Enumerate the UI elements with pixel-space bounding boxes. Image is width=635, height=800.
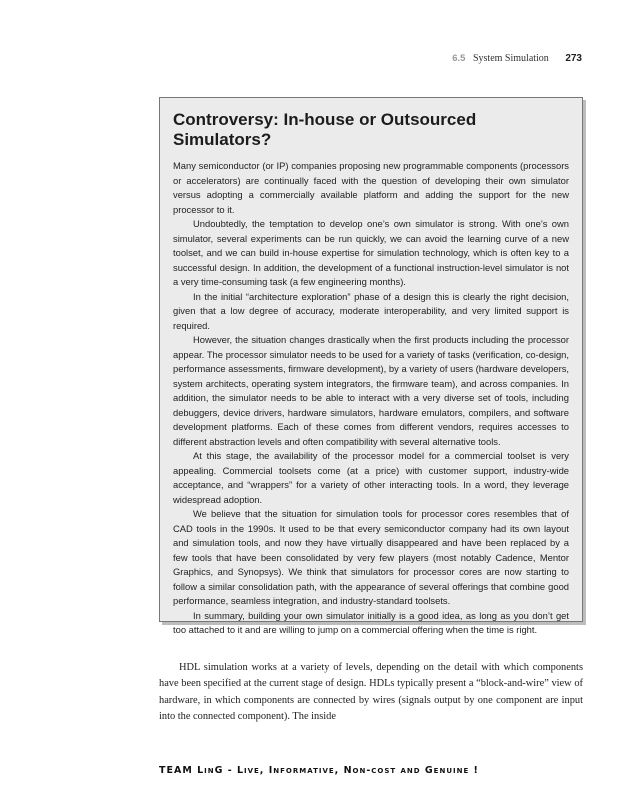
sidebar-paragraph: Many semiconductor (or IP) companies proposing new programmable components (processors or accelerators) are continually faced with the question of developing their own simulator versus adopting a commercially available platform and adding the support for the new processor to it. [173, 160, 569, 215]
sidebar-paragraph: Undoubtedly, the temptation to develop one’s own simulator is strong. With one’s own simulator, several experiments can be run quickly, we can avoid the learning curve of a new toolset, and we can build in-house expertise for simulation technology, which is often key to a successful design. In addition, the development of a functional instruction-level simulator is not a very time-consuming task (a few engineering months). [173, 218, 569, 287]
sidebar-title: Controversy: In-house or Outsourced Simulators? [173, 110, 477, 149]
footer-watermark: TEAM LinG - Live, Informative, Non-cost and Genuine ! [159, 765, 479, 776]
section-title: System Simulation [472, 53, 549, 64]
sidebar-paragraph: In summary, building your own simulator initially is a good idea, as long as you don’t get too attached to it and are willing to jump on a commercial offering when the time is right. [173, 609, 569, 635]
sidebar-paragraph: However, the situation changes drastically when the first products including the processor appear. The processor simulator needs to be used for a variety of tasks (verification, co-design, performance assessments, firmware development), by a variety of users (hardware developers, system architects, operating system integrators, the firmware team), and across companies. In addition, the simulator needs to be able to interact with a very diverse set of tools, including debuggers, device drivers, hardware simulators, hardware emulators, compilers, and software development platforms. Each of these comes from different vendors, requires accesses to different abstraction levels and often compatibility with several alternative tools. [173, 334, 569, 447]
page-number: 273 [565, 53, 582, 64]
sidebar-paragraph: At this stage, the availability of the processor model for a commercial toolset is very appealing. Commercial toolsets come (at a price) with customer support, industry-wide acceptance, and “wrappers” for a variety of other interacting tools. In a word, they leverage widespread adoption. [173, 450, 569, 505]
sidebar-paragraph: We believe that the situation for simulation tools for processor cores resembles that of CAD tools in the 1990s. It used to be that every semiconductor company had its own layout and simulation tools, and now they have virtually disappeared and have been replaced by a few tools that have been consolidated by very few players (most notably Cadence, Mentor Graphics, and Synopsys). We think that simulators for processor cores are now starting to follow a similar consolidation path, with the appearance of several offerings that combine good performance, seamless integration, and industry-standard toolsets. [173, 508, 569, 606]
sidebar-paragraph: In the initial “architecture exploration” phase of a design this is clearly the right decision, given that a low degree of accuracy, moderate interoperability, and very limited support is required. [173, 290, 569, 331]
body-paragraph: HDL simulation works at a variety of levels, depending on the detail with which components have been specified at the current stage of design. HDLs typically present a “block-and-wire” view of hardware, in which components are connected by wires (signals output by one component are input into the connected component). The inside [159, 662, 583, 723]
controversy-sidebar [159, 97, 583, 635]
running-header [0, 53, 582, 64]
section-number: 6.5 [452, 53, 466, 64]
